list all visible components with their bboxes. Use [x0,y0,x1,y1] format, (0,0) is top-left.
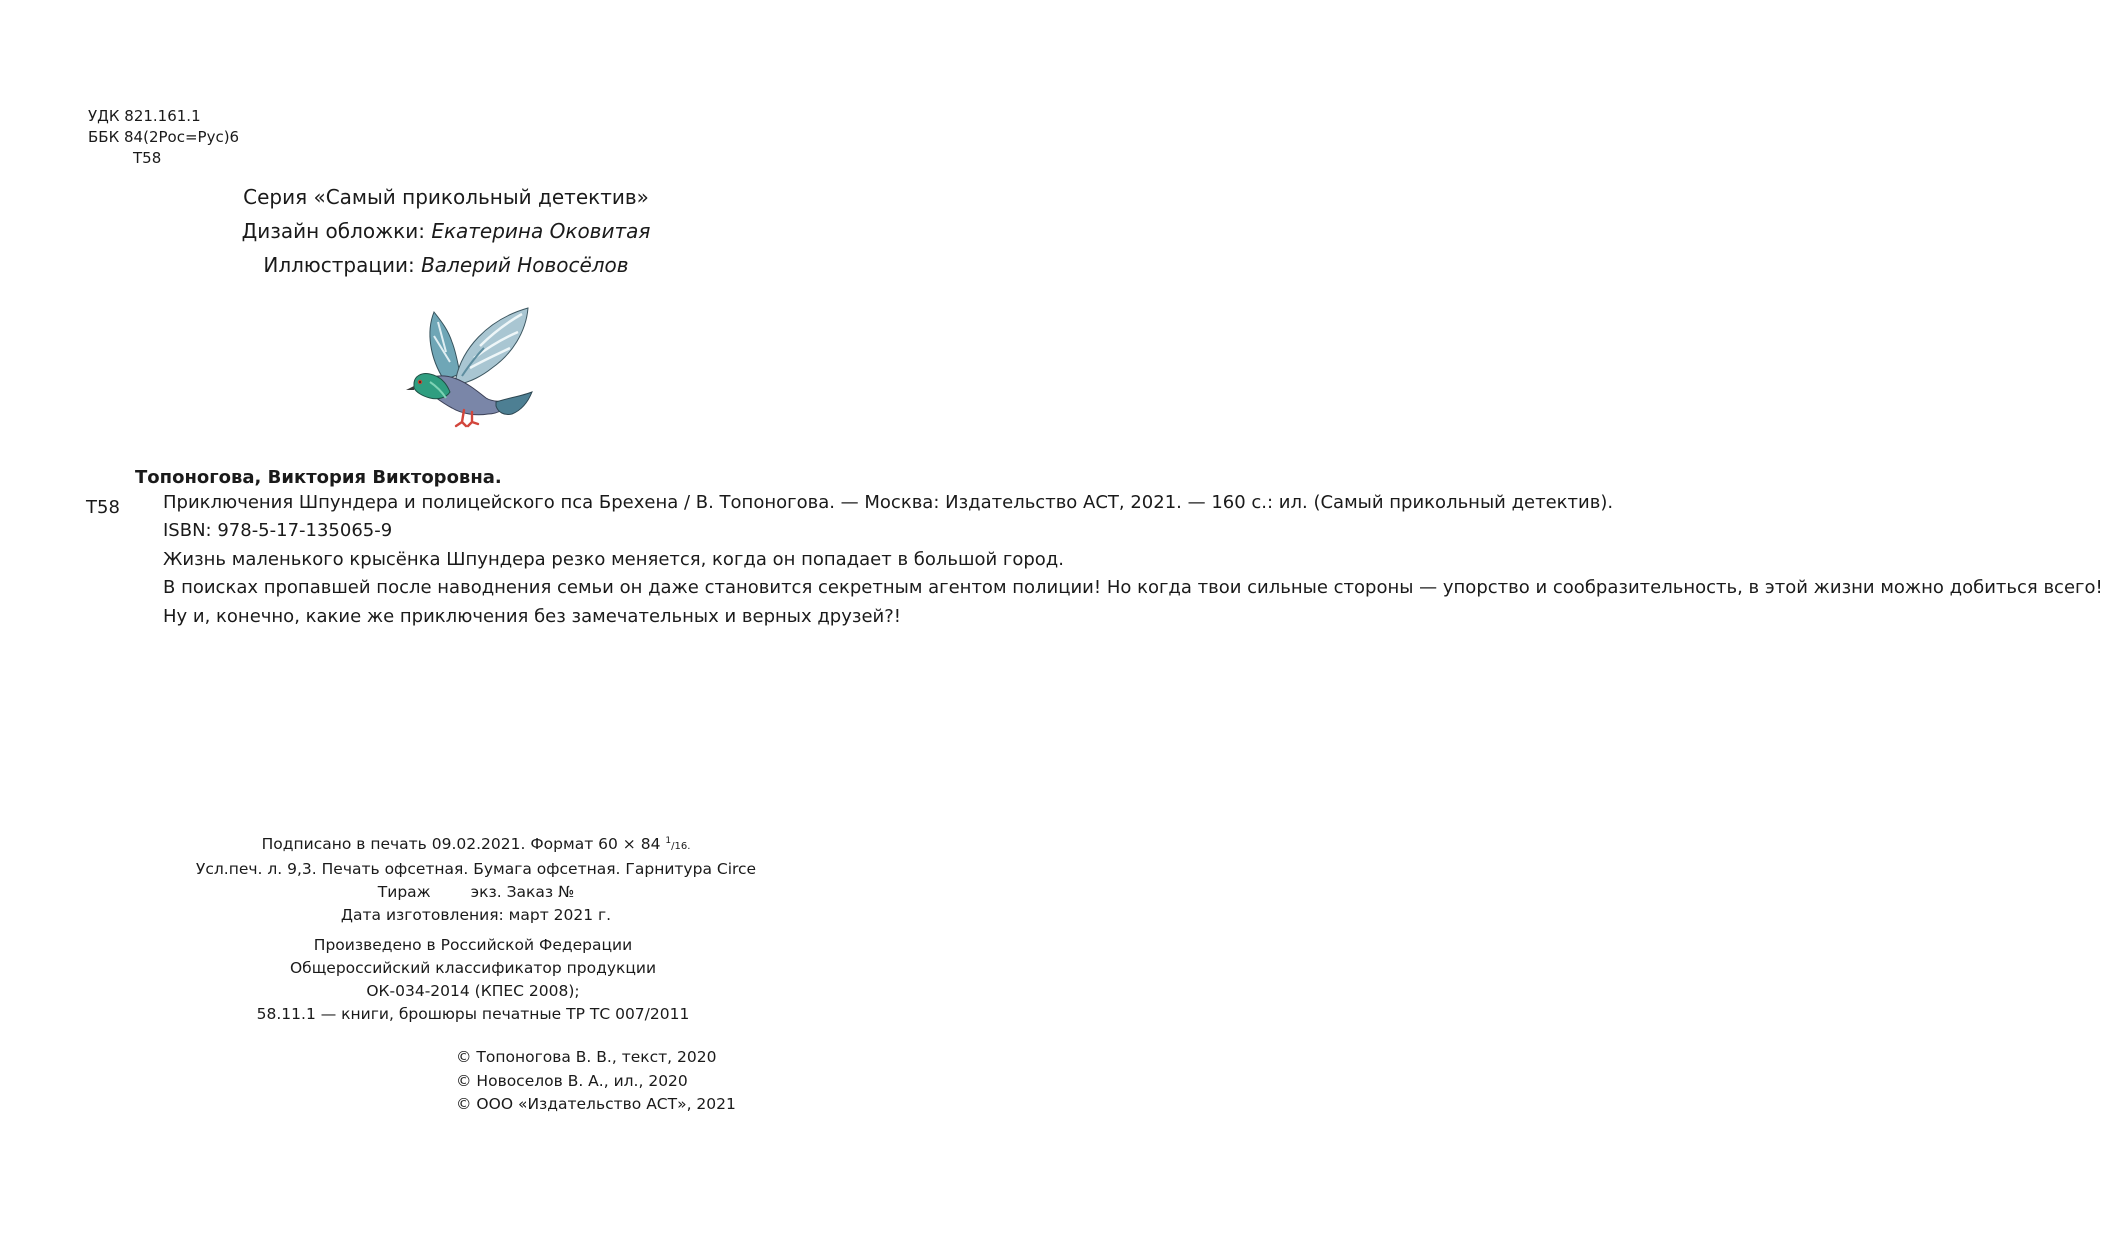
isbn: ISBN: 978-5-17-135065-9 [163,520,393,541]
order-label: экз. Заказ № [470,883,575,901]
print-run-label: Тираж [377,883,431,901]
annotation-paragraph-2: В поисках пропавшей после наводнения семьи он даже становится секретным агентом полиции! Но когда твои сильные стороны — упорство и сообразительность, в этой жизни можно добиться всего! [163,577,2103,598]
product-category-line: 58.11.1 — книги, брошюры печатные ТР ТС 007/2011 [256,1005,690,1023]
illustrator-name: Валерий Новосёлов [421,253,629,277]
credits [0,180,892,282]
copyright-publisher: © ООО «Издательство АСТ», 2021 [456,1095,736,1113]
made-in-line: Произведено в Российской Федерации [313,936,633,954]
classifier-code-line: ОК-034-2014 (КПЕС 2008); [366,982,580,1000]
signed-to-print-line [0,830,952,858]
cover-design-line [0,214,892,248]
bbk-code: ББК 84(2Рос=Рус)6 [88,128,240,146]
copyright-block [456,1046,736,1117]
illustrations-label: Иллюстрации: [263,253,422,277]
series-line: Серия «Самый прикольный детектив» [243,185,649,209]
print-run-line [0,881,952,904]
pigeon-illustration [400,302,536,434]
production-info [0,934,946,1026]
copyright-text: © Тoпoнoгова В. В., текст, 2020 [456,1048,717,1066]
format-denominator: /16. [671,841,691,852]
print-details [0,830,952,927]
annotation-paragraph-3: Ну и, конечно, какие же приключения без замечательных и верных друзей?! [163,605,901,627]
manufacture-date-line: Дата изготовления: март 2021 г. [340,906,612,924]
author-mark: Т58 [133,149,162,167]
print-sheets-line: Усл.печ. л. 9,3. Печать офсетная. Бумага офсетная. Гарнитура Circe [195,860,757,878]
record-author-mark: Т58 [86,497,120,518]
cover-designer-name: Екатерина Оковитая [431,219,651,243]
udk-code: УДК 821.161.1 [88,107,201,125]
record-title: Приключения Шпундера и полицейского пса Брехена / В. Тoпoнoгова. — Москва: Издательство АСТ, 2021. — 160 с.: ил. (Самый прикольный детектив). [163,491,1614,513]
classification-codes [88,106,239,169]
signed-to-print-text: Подписано в печать 09.02.2021. Формат 60 × 84 [261,835,666,853]
illustrations-line [0,248,892,282]
record-author: Тoпoнoгова, Виктория Викторовна. [135,467,502,488]
format-numerator: 1 [665,836,672,846]
bibliographic-record [135,466,2103,629]
copyright-illustrations: © Новоселов В. А., ил., 2020 [456,1071,688,1090]
annotation-paragraph-1: Жизнь маленького крысёнка Шпундера резко меняется, когда он попадает в большой город. [163,548,1064,570]
classifier-line: Общероссийский классификатор продукции [289,959,657,977]
cover-design-label: Дизайн обложки: [241,219,432,243]
